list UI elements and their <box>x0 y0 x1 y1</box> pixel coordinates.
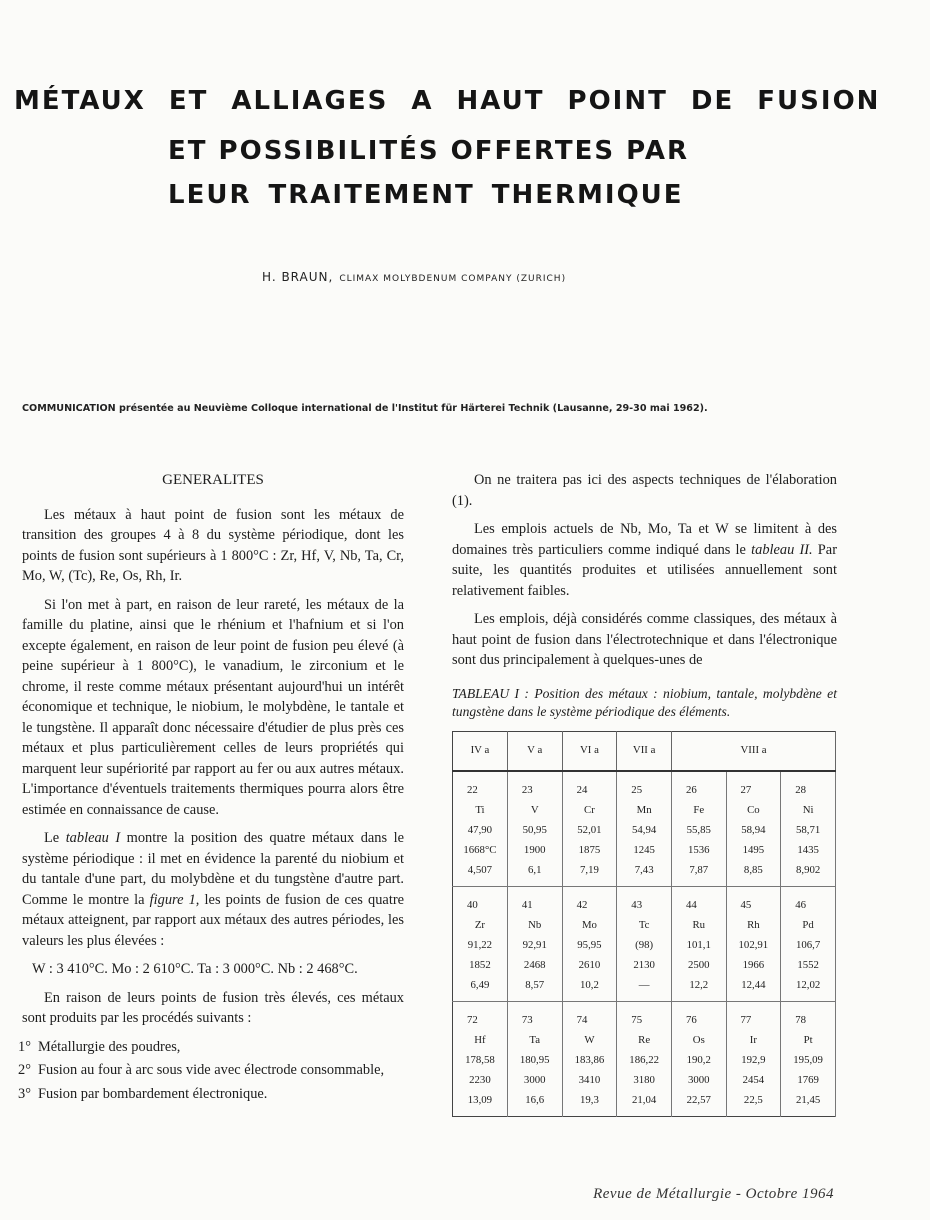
element-cell <box>562 771 617 887</box>
element-symbol: Hf <box>474 1033 486 1046</box>
list-item <box>18 1084 404 1105</box>
table-row <box>453 886 836 1001</box>
density: 21,04 <box>632 1093 657 1106</box>
melting-point: 3000 <box>523 1073 546 1086</box>
element-cell <box>507 1001 562 1116</box>
atomic-weight: 95,95 <box>577 938 602 951</box>
table-row <box>453 771 836 887</box>
melting-point: 1900 <box>523 843 546 856</box>
density: 6,1 <box>527 863 542 876</box>
italic-reference: tableau II. <box>751 541 813 558</box>
density: 21,45 <box>795 1093 821 1106</box>
melting-point: 1966 <box>742 958 765 971</box>
periodic-table <box>452 731 836 1117</box>
atomic-number: 40 <box>467 898 478 911</box>
text-run: Les emplois actuels de Nb, Mo, Ta et W se limitent à des domaines très particuliers comme indiqué dans le <box>452 521 837 558</box>
element-cell <box>453 771 508 887</box>
element-cell <box>781 1001 836 1116</box>
atomic-number: 76 <box>686 1013 697 1026</box>
atomic-weight: 101,1 <box>686 938 711 951</box>
element-cell <box>726 771 781 887</box>
atomic-weight: (98) <box>635 938 654 951</box>
density: 10,2 <box>579 978 599 991</box>
atomic-number: 78 <box>795 1013 807 1026</box>
melting-point: 1769 <box>797 1073 819 1086</box>
density: 16,6 <box>525 1093 545 1106</box>
atomic-weight: 91,22 <box>467 938 493 951</box>
density: 7,19 <box>579 863 599 876</box>
paragraph <box>22 828 404 951</box>
list-item <box>18 1060 404 1081</box>
title-line-3: LEUR TRAITEMENT THERMIQUE <box>168 180 684 210</box>
atomic-number: 41 <box>521 898 533 911</box>
density: 19,3 <box>579 1093 599 1106</box>
density: 12,44 <box>741 978 766 991</box>
melting-point: 1552 <box>797 958 819 971</box>
element-cell <box>562 886 617 1001</box>
atomic-weight: 102,91 <box>738 938 769 951</box>
italic-reference: figure 1, <box>149 891 200 908</box>
atomic-number: 73 <box>521 1013 533 1026</box>
group-header: VII a <box>617 731 672 771</box>
melting-point: 1875 <box>578 843 601 856</box>
melting-point: 3180 <box>633 1073 655 1086</box>
element-cell <box>781 886 836 1001</box>
table-header-row <box>453 731 836 771</box>
melting-point: 2130 <box>633 958 655 971</box>
atomic-number: 43 <box>631 898 643 911</box>
atomic-weight: 183,86 <box>574 1053 605 1066</box>
paragraph: En raison de leurs points de fusion très élevés, ces métaux sont produits par les procédés suivants : <box>22 989 404 1026</box>
text-run: Par suite, les quantités produites et utilisées annuellement sont relativement faibles. <box>452 541 837 599</box>
element-cell <box>507 886 562 1001</box>
element-symbol: Cr <box>584 803 595 816</box>
atomic-number: 72 <box>467 1013 478 1026</box>
right-column <box>452 470 837 1117</box>
element-symbol: Tc <box>638 918 650 931</box>
density: 22,57 <box>686 1093 711 1106</box>
atomic-weight: 52,01 <box>577 823 602 836</box>
melting-point: 1495 <box>742 843 765 856</box>
atomic-weight: 195,09 <box>793 1053 823 1066</box>
element-cell <box>453 1001 508 1116</box>
element-symbol: Ta <box>529 1033 541 1046</box>
list-text: Fusion au four à arc sous vide avec électrode consommable, <box>38 1062 385 1078</box>
density: 8,902 <box>795 863 821 876</box>
atomic-number: 23 <box>521 783 533 796</box>
element-cell <box>453 886 508 1001</box>
density: 6,49 <box>470 978 490 991</box>
atomic-weight: 190,2 <box>686 1053 711 1066</box>
paragraph: Les métaux à haut point de fusion sont les métaux de transition des groupes 4 à 8 du système périodique, dont les points de fusion sont supérieurs à 1 800°C : Zr, Hf, V, Nb, Ta, Cr, Mo, W, (Tc), Re, Os, Rh, Ir. <box>22 506 404 584</box>
element-symbol: Pd <box>802 918 814 931</box>
atomic-weight: 58,94 <box>741 823 766 836</box>
table-caption: TABLEAU I : Position des métaux : niobium, tantale, molybdène et tungstène dans le système périodique des éléments. <box>452 685 837 719</box>
element-symbol: Re <box>638 1033 651 1046</box>
atomic-number: 75 <box>631 1013 643 1026</box>
text-run: montre la position des quatre métaux dans le système périodique : il met en évidence la parenté du niobium et du tantale d'une part, du molybdène et du tungstène d'autre part. Comme le montre la <box>22 830 404 908</box>
atomic-number: 77 <box>740 1013 752 1026</box>
atomic-number: 26 <box>686 783 697 796</box>
density: 7,87 <box>689 863 709 876</box>
atomic-number: 42 <box>576 898 588 911</box>
table-body <box>453 771 836 1117</box>
atomic-number: 44 <box>686 898 697 911</box>
element-symbol: V <box>530 803 539 816</box>
list-text: Fusion par bombardement électronique. <box>38 1085 268 1102</box>
communication-note: COMMUNICATION présentée au Neuvième Colloque international de l'Institut für Härterei Technik (Lausanne, 29-30 mai 1962). <box>22 403 708 414</box>
group-header: V a <box>507 731 562 771</box>
element-cell <box>672 886 727 1001</box>
element-symbol: Fe <box>693 803 705 816</box>
list-number: 1° <box>18 1038 31 1055</box>
section-heading: GENERALITES <box>162 472 264 488</box>
atomic-number: 22 <box>467 783 478 796</box>
melting-point: 2610 <box>578 958 601 971</box>
element-symbol: Mn <box>636 803 652 816</box>
element-cell <box>672 771 727 887</box>
melting-point: 1435 <box>797 843 819 856</box>
list-text: Métallurgie des poudres, <box>38 1038 181 1055</box>
element-cell <box>672 1001 727 1116</box>
density: 13,09 <box>467 1093 493 1106</box>
element-cell <box>617 1001 672 1116</box>
melting-point: 1245 <box>633 843 655 856</box>
atomic-weight: 192,9 <box>741 1053 766 1066</box>
list-number: 3° <box>18 1085 31 1102</box>
paragraph: Si l'on met à part, en raison de leur rareté, les métaux de la famille du platine, ainsi que le rhénium et l'hafnium et si l'on excepte également, en raison de leur point de fusion peu élevé (à peine supérieur à 1 800°C), le vanadium, le zirconium et le chrome, il reste comme métaux présentant aujourd'hui un intérêt économique et technique, le niobium, le molybdène, le tantale et le tungstène. Il apparaît donc nécessaire d'étudier de plus près ces métaux et plus particulièrement celles de leurs propriétés qui marquent leur supériorité par rapport au fer ou aux autres métaux. L'importance d'éventuels traitements thermiques pourra alors être estimée en connaissance de cause. <box>22 596 404 818</box>
italic-reference: tableau I <box>65 830 121 846</box>
density: 12,2 <box>689 978 709 991</box>
density: 12,02 <box>795 978 821 991</box>
title-line-2: ET POSSIBILITÉS OFFERTES PAR <box>168 136 689 166</box>
element-symbol: Pt <box>803 1033 813 1046</box>
density: 7,43 <box>634 863 654 876</box>
paragraph: Les emplois, déjà considérés comme classiques, des métaux à haut point de fusion dans l'électrotechnique et dans l'électronique sont dus principalement à quelques-unes de <box>452 611 837 668</box>
list-number: 2° <box>18 1062 31 1078</box>
atomic-number: 27 <box>740 783 752 796</box>
group-header: IV a <box>453 731 508 771</box>
melting-point: 2454 <box>742 1073 765 1086</box>
density: 4,507 <box>467 863 493 876</box>
element-symbol: Ru <box>692 918 706 931</box>
density: — <box>638 978 650 991</box>
group-header: VIII a <box>672 731 836 771</box>
element-symbol: Ni <box>802 803 814 816</box>
melting-point: 3000 <box>687 1073 710 1086</box>
atomic-number: 46 <box>795 898 807 911</box>
element-symbol: Mo <box>581 918 597 931</box>
element-cell <box>562 1001 617 1116</box>
melting-point: 3410 <box>578 1073 601 1086</box>
density: 22,5 <box>743 1093 763 1106</box>
melting-point: 2468 <box>523 958 546 971</box>
element-cell <box>781 771 836 887</box>
left-column <box>18 470 405 1107</box>
melting-point: 2230 <box>469 1073 491 1086</box>
byline <box>262 270 566 284</box>
paragraph <box>452 519 837 601</box>
text-run: les points de fusion de ces quatre métaux atteignent, par rapport aux métaux des autres périodes, les valeurs les plus élevées : <box>22 891 405 949</box>
journal-footer: Revue de Métallurgie - Octobre 1964 <box>593 1186 834 1202</box>
element-symbol: Rh <box>747 918 760 931</box>
atomic-weight: 54,94 <box>632 823 657 836</box>
atomic-number: 74 <box>576 1013 588 1026</box>
element-symbol: Nb <box>528 918 542 931</box>
element-cell <box>617 771 672 887</box>
atomic-weight: 180,95 <box>519 1053 550 1066</box>
atomic-weight: 178,58 <box>465 1053 495 1066</box>
author-name: H. BRAUN, <box>262 270 334 284</box>
atomic-number: 25 <box>631 783 643 796</box>
atomic-weight: 58,71 <box>795 823 821 836</box>
atomic-weight: 92,91 <box>522 938 547 951</box>
element-symbol: W <box>584 1033 595 1046</box>
atomic-weight: 55,85 <box>686 823 711 836</box>
element-symbol: Os <box>692 1033 705 1046</box>
text-run: Le <box>44 830 66 846</box>
density: 8,85 <box>743 863 763 876</box>
author-affiliation: CLIMAX MOLYBDENUM COMPANY (ZURICH) <box>339 274 567 284</box>
table-row <box>453 1001 836 1116</box>
element-symbol: Ti <box>475 803 485 816</box>
element-cell <box>507 771 562 887</box>
atomic-weight: 50,95 <box>522 823 547 836</box>
element-cell <box>726 1001 781 1116</box>
melting-points-formula: W : 3 410°C. Mo : 2 610°C. Ta : 3 000°C. Nb : 2 468°C. <box>32 961 358 977</box>
element-cell <box>726 886 781 1001</box>
melting-point: 2500 <box>687 958 710 971</box>
density: 8,57 <box>525 978 545 991</box>
title-line-1: MÉTAUX ET ALLIAGES A HAUT POINT DE FUSION <box>14 86 881 116</box>
process-list <box>18 1037 404 1105</box>
element-symbol: Zr <box>474 918 486 931</box>
atomic-weight: 186,22 <box>629 1053 659 1066</box>
atomic-number: 28 <box>795 783 807 796</box>
paragraph: On ne traitera pas ici des aspects techniques de l'élaboration (1). <box>452 472 837 509</box>
atomic-number: 24 <box>576 783 588 796</box>
melting-point: 1536 <box>687 843 710 856</box>
group-header: VI a <box>562 731 617 771</box>
list-item <box>18 1037 404 1058</box>
atomic-number: 45 <box>740 898 752 911</box>
melting-point: 1668°C <box>463 843 497 856</box>
element-symbol: Ir <box>749 1033 757 1046</box>
atomic-weight: 47,90 <box>467 823 493 836</box>
element-symbol: Co <box>747 803 760 816</box>
melting-point: 1852 <box>469 958 491 971</box>
atomic-weight: 106,7 <box>795 938 821 951</box>
element-cell <box>617 886 672 1001</box>
